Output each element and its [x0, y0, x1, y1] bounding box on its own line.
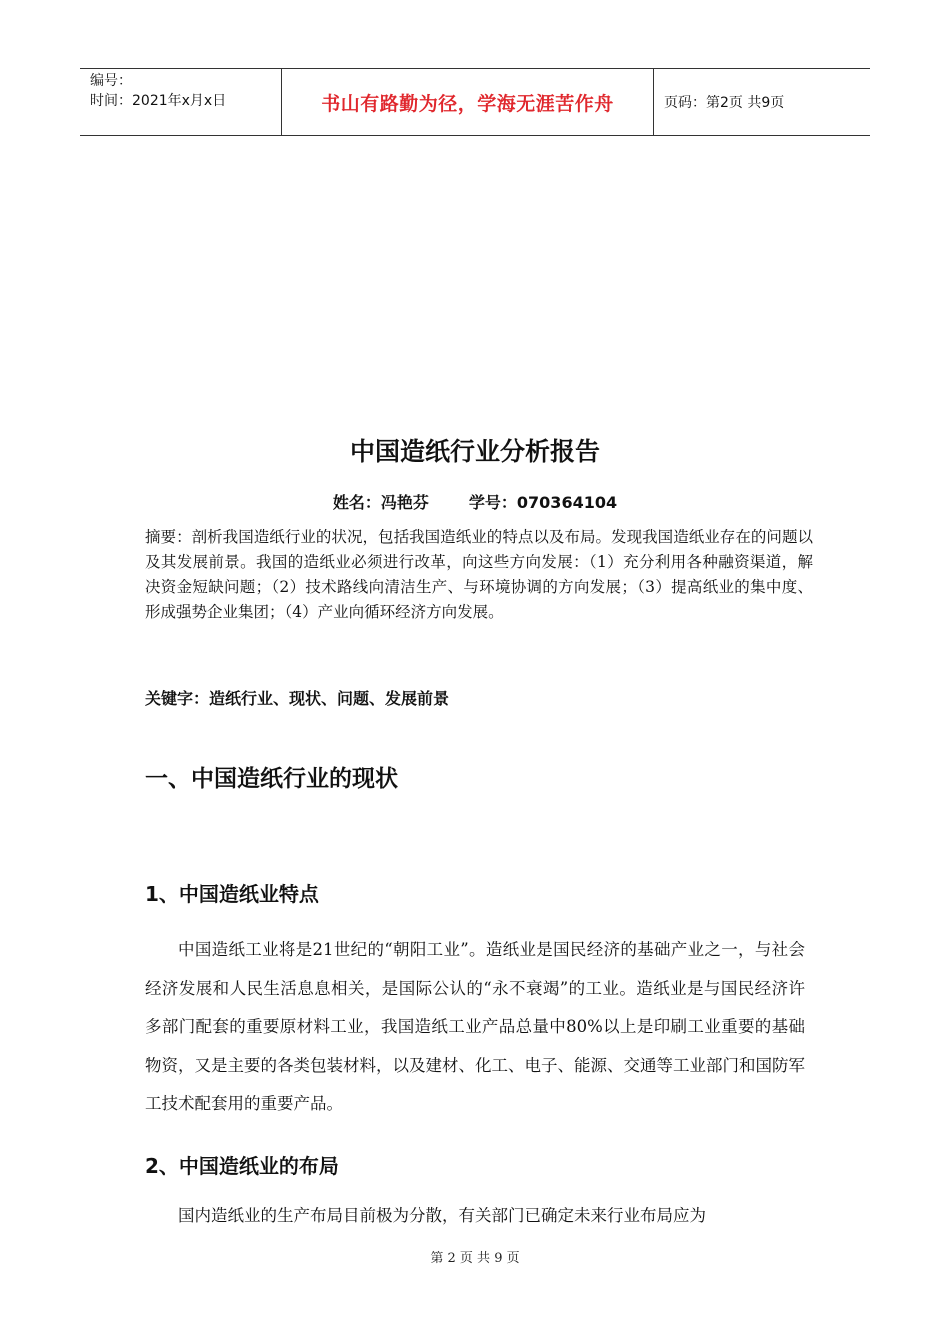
student-id: 学号：070364104 [468, 493, 618, 512]
header-page-code: 页码：第2页 共9页 [664, 95, 785, 111]
document-title: 中国造纸行业分析报告 [349, 437, 600, 466]
header-page-code-cell [654, 69, 870, 135]
page-footer: 第 2 页 共 9 页 [430, 1251, 520, 1266]
body-paragraph: 中国造纸工业将是21世纪的“朝阳工业”。造纸业是国民经济的基础产业之一，与社会经济发展和人民生活息息相关，是国际公认的“永不衰竭”的工业。造纸业是与国民经济许多部门配套的重要原材料工业，我国造纸工业产品总量中80%以上是印刷工业重要的基础物资，又是主要的各类包装材料，以及建材、化工、电子、能源、交通等工业部门和国防军工技术配套用的重要产品。 [145, 940, 805, 1113]
author-name: 姓名：冯艳芬 [332, 493, 429, 512]
author-line [0, 490, 950, 513]
document-number: 编号： [90, 73, 132, 89]
subsection-heading: 1、中国造纸业特点 [145, 882, 319, 906]
header-motto: 书山有路勤为径，学海无涯苦作舟 [321, 92, 614, 115]
header-motto-cell [282, 69, 654, 135]
abstract: 摘要：剖析我国造纸行业的状况，包括我国造纸业的特点以及布局。发现我国造纸业存在的问题以及其发展前景。我国的造纸业必须进行改革，向这些方向发展：（1）充分利用各种融资渠道，解决资金短缺问题；（2）技术路线向清洁生产、与环境协调的方向发展；（3）提高纸业的集中度、形成强势企业集团；（4）产业向循环经济方向发展。 [145, 528, 813, 621]
keywords: 关键字：造纸行业、现状、问题、发展前景 [145, 689, 450, 708]
section-heading: 一、中国造纸行业的现状 [145, 766, 398, 792]
document-date: 时间：2021年x月x日 [90, 93, 227, 109]
page-header [80, 68, 870, 136]
subsection-heading: 2、中国造纸业的布局 [145, 1154, 339, 1178]
body-paragraph: 国内造纸业的生产布局目前极为分散，有关部门已确定未来行业布局应为 [178, 1206, 706, 1225]
header-meta [80, 69, 282, 135]
